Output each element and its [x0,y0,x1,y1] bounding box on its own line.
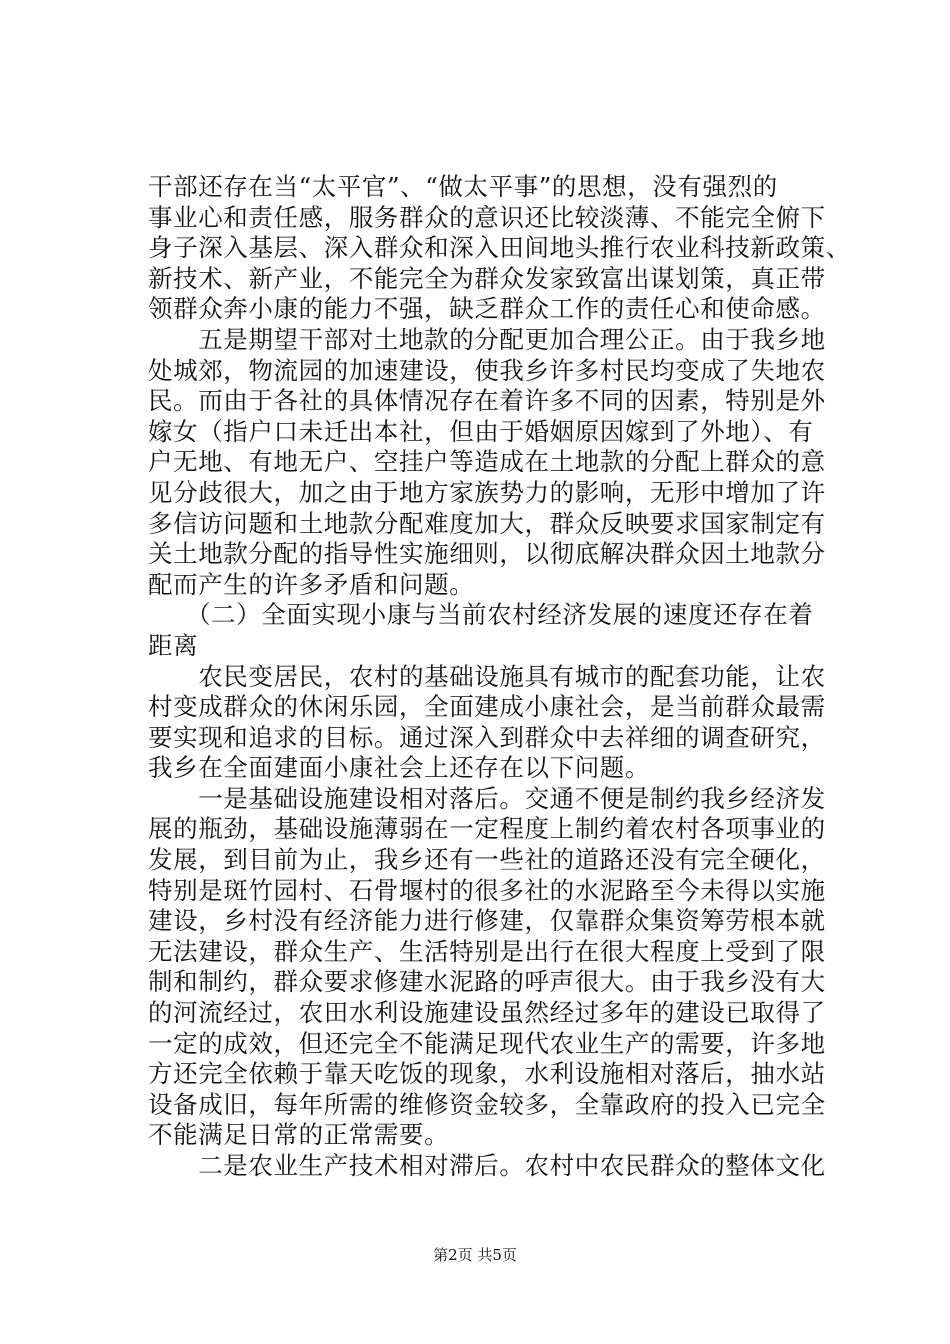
text-line: 一定的成效，但还完全不能满足现代农业生产的需要，许多地 [148,1028,826,1058]
text-line: 五是期望干部对土地款的分配更加合理公正。由于我乡地 [148,324,826,354]
page-footer: 第2页 共5页 [433,1246,517,1264]
text-line: 民。而由于各社的具体情况存在着许多不同的因素，特别是外 [148,386,826,416]
text-line: 嫁女（指户口未迁出本社，但由于婚姻原因嫁到了外地）、有 [148,416,814,446]
text-line: 农民变居民，农村的基础设施具有城市的配套功能，让农 [148,661,826,691]
text-line: 户无地、有地无户、空挂户等造成在土地款的分配上群众的意 [148,447,826,477]
text-line: 干部还存在当“太平官”、“做太平事”的思想，没有强烈的 [148,172,778,201]
text-line: 发展，到目前为止，我乡还有一些社的道路还没有完全硬化， [148,845,826,875]
text-line: 村变成群众的休闲乐园，全面建成小康社会，是当前群众最需 [148,692,826,722]
text-line: 事业心和责任感，服务群众的意识还比较淡薄、不能完全俯下 [148,202,826,232]
text-line: 一是基础设施建设相对落后。交通不便是制约我乡经济发 [148,783,826,813]
text-line: 处城郊，物流园的加速建设，使我乡许多村民均变成了失地农 [148,355,826,385]
text-line: 我乡在全面建面小康社会上还存在以下问题。 [148,753,650,783]
text-line: 方还完全依赖于靠天吃饭的现象，水利设施相对落后，抽水站 [148,1059,826,1089]
text-line: 要实现和追求的目标。通过深入到群众中去祥细的调查研究， [148,722,826,752]
text-line: 展的瓶劲，基础设施薄弱在一定程度上制约着农村各项事业的 [148,814,826,844]
text-line: 关土地款分配的指导性实施细则，以彻底解决群众因土地款分 [148,539,826,569]
text-line: 领群众奔小康的能力不强，缺乏群众工作的责任心和使命感。 [148,294,826,324]
text-line: 制和制约，群众要求修建水泥路的呼声很大。由于我乡没有大 [148,967,826,997]
text-line: 配而产生的许多矛盾和问题。 [148,569,475,599]
text-line: 设备成旧，每年所需的维修资金较多，全靠政府的投入已完全 [148,1089,826,1119]
text-line: 无法建设，群众生产、生活特别是出行在很大程度上受到了限 [148,936,826,966]
body-text [148,172,851,1182]
text-line: 见分歧很大，加之由于地方家族势力的影响，无形中增加了许 [148,477,826,507]
section-heading-line: （二）全面实现小康与当前农村经济发展的速度还存在着 [148,600,814,630]
text-line: 身子深入基层、深入群众和深入田间地头推行农业科技新政策、 [148,233,851,263]
text-line: 多信访问题和土地款分配难度加大，群众反映要求国家制定有 [148,508,826,538]
text-line: 的河流经过，农田水利设施建设虽然经过多年的建设已取得了 [148,998,826,1028]
text-line: 特别是斑竹园村、石骨堰村的很多社的水泥路至今未得以实施 [148,875,826,905]
text-line: 建设，乡村没有经济能力进行修建，仅靠群众集资筹劳根本就 [148,906,826,936]
section-heading-line: 距离 [148,630,199,660]
text-line: 不能满足日常的正常需要。 [148,1120,450,1150]
text-line: 新技术、新产业，不能完全为群众发家致富出谋划策，真正带 [148,263,826,293]
text-line: 二是农业生产技术相对滞后。农村中农民群众的整体文化 [148,1151,826,1180]
